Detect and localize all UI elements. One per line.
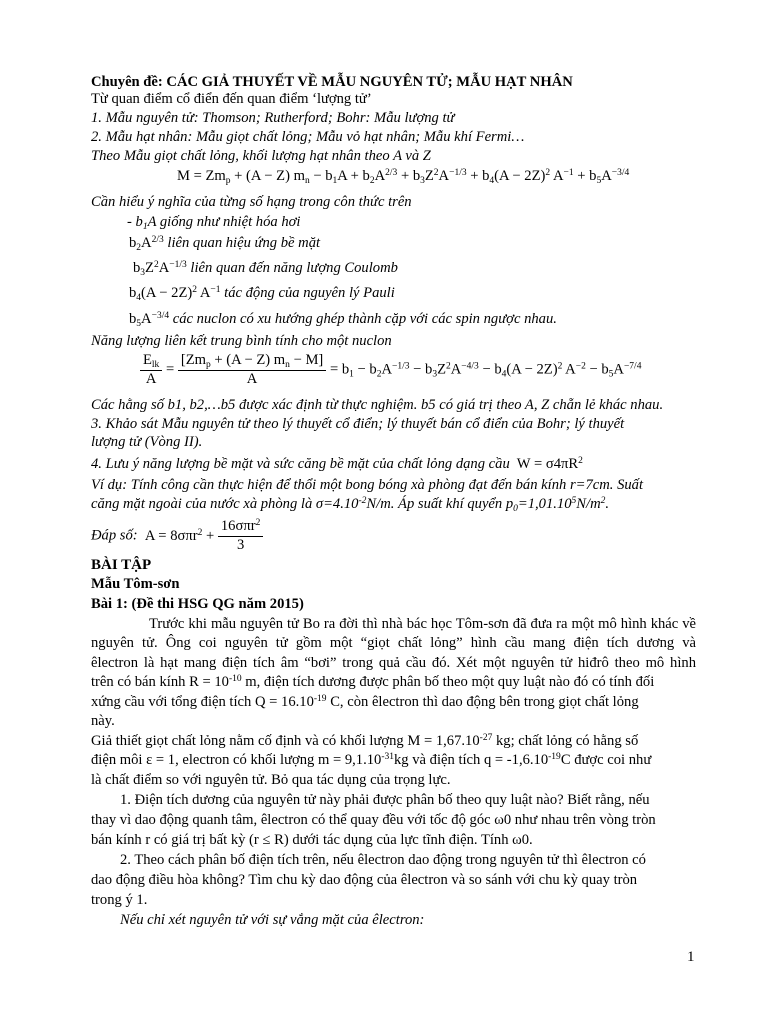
term-b3: $b_3Z^2A^{-1/3}$ liên quan đến năng lượng Coulomb xyxy=(133,260,398,278)
subsection-heading: Mẫu Tôm-sơn xyxy=(91,576,180,592)
question-2-line: dao động điều hòa không? Tìm chu kỳ dao động của êlectron và so sánh với chu kỳ quay tròn xyxy=(91,872,638,888)
paragraph-line: Trước khi mẫu nguyên tử Bo ra đời thì nhà bác học Tôm-sơn đã đưa ra một mô hình khác về xyxy=(149,616,696,632)
meaning-line: Cần hiểu ý nghĩa của từng số hạng trong côn thức trên xyxy=(91,194,412,210)
answer-line: Đáp số: A = 8σπr$^2$ + $\frac{16\sigma\pi r^2}{3}$ xyxy=(91,518,263,555)
term-b4: $b_4(A - 2Z)^2$ $A^{-1}$ tác động của nguyên lý Pauli xyxy=(129,285,395,303)
question-1-line: bán kính r có giá trị bất kỳ (r ≤ R) dưới tác dụng của lực tĩnh điện. Tính ω0. xyxy=(91,832,533,848)
topic-title: Chuyên đề: CÁC GIẢ THUYẾT VỀ MẪU NGUYÊN TỬ; MẪU HẠT NHÂN xyxy=(91,74,573,90)
list-item-4: 4. Lưu ý năng lượng bề mặt và sức căng bề mặt của chất lỏng dạng cầu $W = \sigma 4\pi R^2$ xyxy=(91,456,583,472)
term-b5: $b_5A^{-3/4}$ các nuclon có xu hướng ghép thành cặp với các spin ngược nhau. xyxy=(129,311,557,329)
paragraph-line: Giả thiết giọt chất lỏng nằm cố định và có khối lượng $M = 1,67.10^{-27}$ kg; chất lỏng có hằng số xyxy=(91,733,639,749)
term-b2: $b_2A^{2/3}$ liên quan hiệu ứng bề mặt xyxy=(129,235,321,253)
list-item-3b: lượng tử (Vòng II). xyxy=(91,434,203,450)
list-item-2: 2. Mẫu hạt nhân: Mẫu giọt chất lỏng; Mẫu vỏ hạt nhân; Mẫu khí Fermi… xyxy=(91,129,525,145)
paragraph-line: này. xyxy=(91,713,115,729)
paragraph-line: nguyên tử. Ông coi nguyên tử gồm một “giọt chất lỏng” hình cầu mang điện tích dương và xyxy=(91,635,696,651)
paragraph-line: xứng cầu với tổng điện tích $Q = 16.10^{-19}$ C, còn êlectron thì dao động bên trong giọt chất lỏng xyxy=(91,694,639,710)
constants-line: Các hằng số b1, b2,…b5 được xác định từ thực nghiệm. b5 có giá trị theo A, Z chẵn lẻ khác nhau. xyxy=(91,397,664,413)
list-item-3a: 3. Khảo sát Mẫu nguyên tử theo lý thuyết cổ điển; lý thuyết bán cổ điển của Bohr; lý thuyết xyxy=(91,416,625,432)
mass-formula: $M = Zm_p + (A - Z) m_n - b_1A + b_2A^{2/3} + b_3Z^2A^{-1/3} + b_4(A - 2Z)^2$ $A^{-1} + b_5A^{-3/4}$ xyxy=(177,168,630,186)
binding-energy-line: Năng lượng liên kết trung bình tính cho một nuclon xyxy=(91,333,392,349)
example-line-2: căng mặt ngoài của nước xà phòng là $\sigma=4.10^{-2}N/m$. Áp suất khí quyển $p_0=1,01.10^5N/m^2$. xyxy=(91,496,610,514)
paragraph-line: là chất điểm so với nguyên tử. Bỏ qua tác dụng của trọng lực. xyxy=(91,772,451,788)
binding-energy-formula: $\frac{E_{lk}}{A}$ = $\frac{[Zm_p + (A - Z) m_n - M]}{A}$ = $b_1 - b_2A^{-1/3} - b_3Z^2A^{-4/3} - b_4(A - 2Z)^2$ $A^{-2} - b_5A^{-7/4}$ xyxy=(140,352,641,389)
question-1-line: thay vì dao động quanh tâm, êlectron có thể quay đều với tốc độ góc ω0 như nhau trên vòng tròn xyxy=(91,812,656,828)
page-number: 1 xyxy=(687,949,695,965)
problem-title: Bài 1: (Đề thi HSG QG năm 2015) xyxy=(91,596,304,612)
question-2-line: 2. Theo cách phân bố điện tích trên, nếu êlectron dao động trong nguyên tử thì êlectron có xyxy=(120,852,646,868)
list-item-1: 1. Mẫu nguyên tử: Thomson; Rutherford; Bohr: Mẫu lượng tử xyxy=(91,110,455,126)
liquid-drop-intro: Theo Mẫu giọt chất lỏng, khối lượng hạt nhân theo A và Z xyxy=(91,148,431,164)
intro-line: Từ quan điểm cổ điển đến quan điểm ‘lượng tử’ xyxy=(91,91,372,107)
closing-line: Nếu chỉ xét nguyên tử với sự vắng mặt của êlectron: xyxy=(120,912,425,928)
term-b1: - $b_1A$ giống như nhiệt hóa hơi xyxy=(127,214,301,232)
paragraph-line: êlectron là hạt mang điện tích âm “bơi” trong quả cầu đó. Xét một nguyên tử hiđrô theo mô hình xyxy=(91,655,696,671)
paragraph-line: điện môi ε = 1, electron có khối lượng $m = 9,1.10^{-31}kg$ và điện tích $q = -1,6.10^{-19}C$ được coi như xyxy=(91,752,652,768)
paragraph-line: trên có bán kính $R = 10^{-10}$ m, điện tích dương được phân bố theo một quy luật nào đó có tính đối xyxy=(91,674,655,690)
example-line-1: Ví dụ: Tính công cần thực hiện để thổi một bong bóng xà phòng đạt đến bán kính r=7cm. Suất xyxy=(91,477,644,493)
question-1-line: 1. Điện tích dương của nguyên tử này phải được phân bố theo quy luật nào? Biết rằng, nếu xyxy=(120,792,650,808)
section-heading: BÀI TẬP xyxy=(91,557,152,573)
question-2-line: trong ý 1. xyxy=(91,892,148,908)
